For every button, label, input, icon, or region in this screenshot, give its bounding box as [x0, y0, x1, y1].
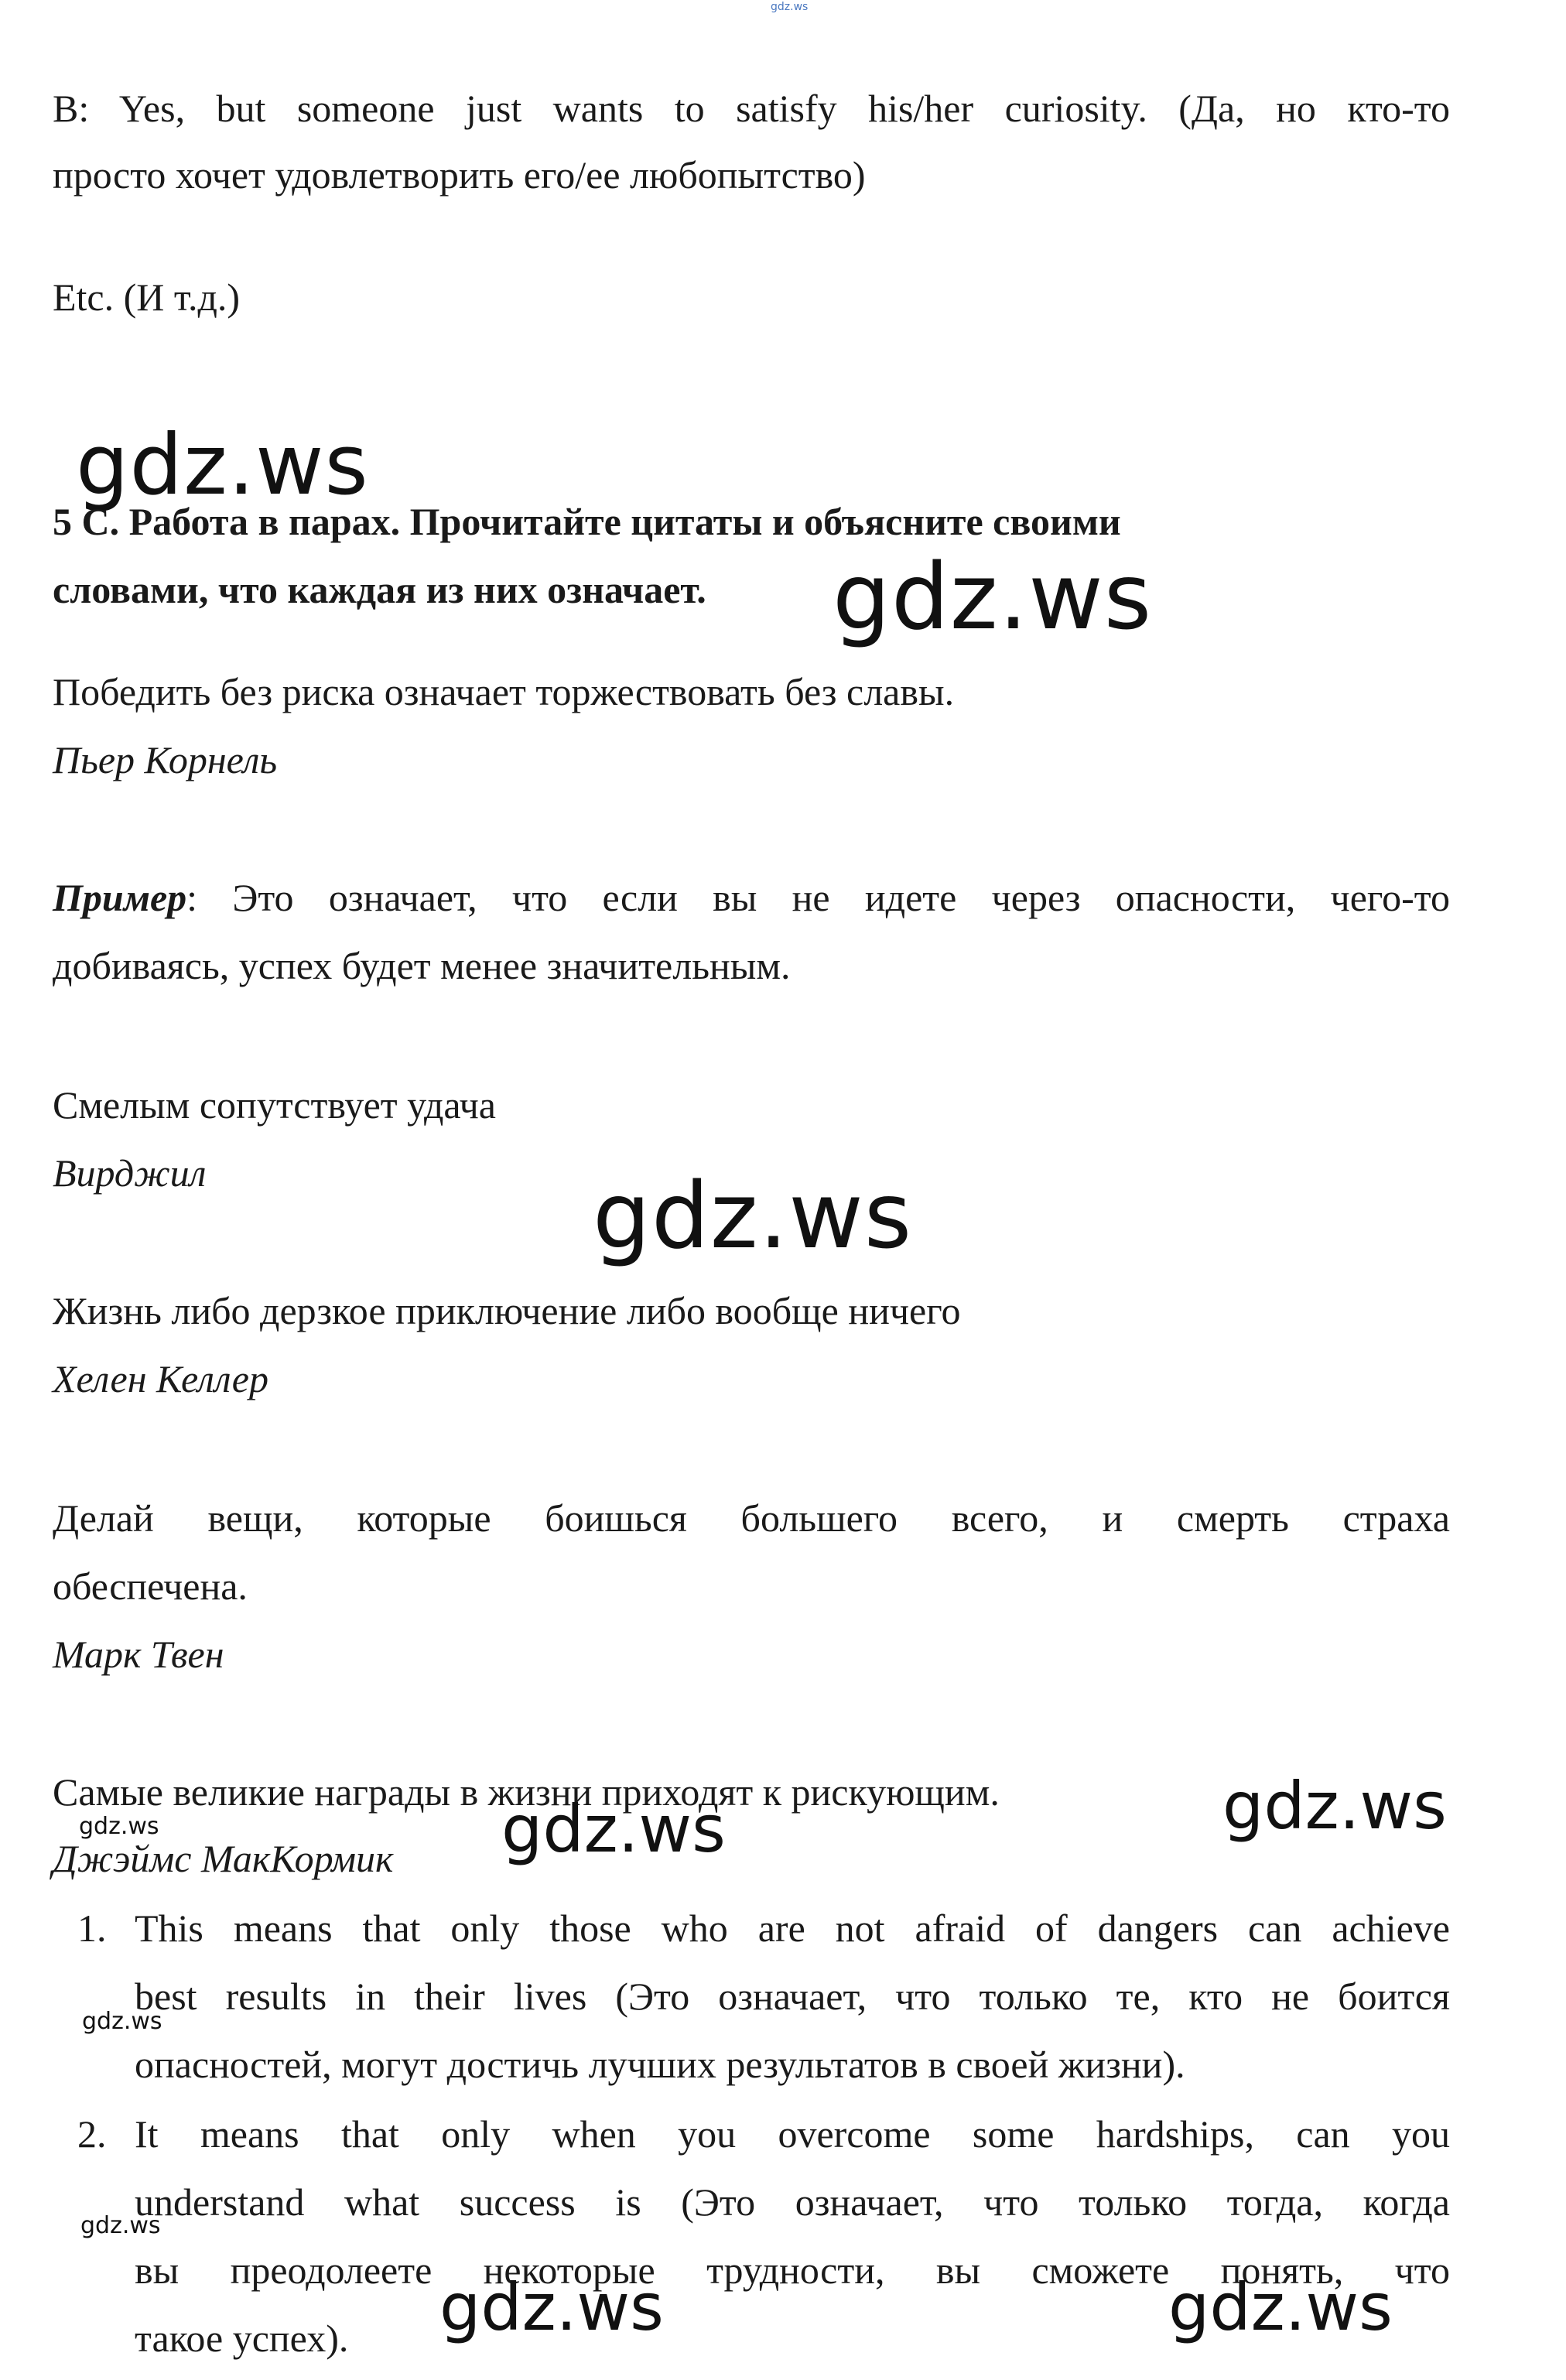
dialogue-b-line-2: просто хочет удовлетворить его/ее любопытство): [53, 153, 866, 197]
watermark-3: gdz.ws: [593, 1162, 913, 1269]
answer-1-line-2: best results in their lives (Это означает, что только те, кто не боится: [135, 1975, 1450, 2018]
answer-1-line-1: This means that only those who are not afraid of dangers can achieve: [135, 1906, 1450, 1950]
watermark-6: gdz.ws: [1222, 1768, 1447, 1844]
quote-4-text-line-1: Делай вещи, которые боишься большего всего, и смерть страха: [53, 1496, 1450, 1540]
task-heading-line-2: словами, что каждая из них означает.: [53, 568, 706, 611]
example-text-1: : Это означает, что если вы не идете через опасности, чего-то: [186, 876, 1450, 919]
answer-2-line-2: understand what success is (Это означает, что только тогда, когда: [135, 2180, 1450, 2224]
example-line-2: добиваясь, успех будет менее значительным.: [53, 944, 791, 987]
dialogue-etc: Etc. (И т.д.): [53, 275, 241, 319]
answer-1-number: 1.: [77, 1906, 107, 1950]
answer-2-line-3: вы преодолеете некоторые трудности, вы сможете понять, что: [135, 2248, 1450, 2292]
watermark-7: gdz.ws: [82, 2008, 162, 2035]
quote-5-text: Самые великие награды в жизни приходят к рискующим.: [53, 1770, 1000, 1814]
quote-5-author: Джэймс МакКормик: [53, 1837, 394, 1880]
quote-2-author: Вирджил: [53, 1151, 207, 1195]
watermark-2: gdz.ws: [833, 543, 1153, 650]
quote-1-author: Пьер Корнель: [53, 738, 278, 781]
task-heading-line-1: 5 C. Работа в парах. Прочитайте цитаты и объясните своими: [53, 500, 1121, 543]
watermark-10: gdz.ws: [1168, 2269, 1393, 2345]
answer-2-line-1: It means that only when you overcome some hardships, can you: [135, 2112, 1450, 2156]
watermark-4: gdz.ws: [79, 1813, 159, 1840]
answer-1-line-3: опасностей, могут достичь лучших результатов в своей жизни).: [135, 2043, 1185, 2086]
quote-4-author: Марк Твен: [53, 1633, 224, 1676]
answer-2-number: 2.: [77, 2112, 107, 2156]
quote-3-author: Хелен Келлер: [53, 1357, 268, 1400]
watermark-5: gdz.ws: [501, 1791, 726, 1867]
quote-4-text-line-2: обеспечена.: [53, 1564, 248, 1608]
watermark-top: gdz.ws: [771, 1, 809, 13]
watermark-1: gdz.ws: [76, 417, 369, 514]
dialogue-b-line-1: B: Yes, but someone just wants to satisfy his/her curiosity. (Да, но кто-то: [53, 87, 1450, 130]
quote-1-text: Победить без риска означает торжествовать без славы.: [53, 670, 955, 713]
watermark-8: gdz.ws: [80, 2212, 161, 2239]
watermark-9: gdz.ws: [439, 2269, 664, 2345]
answer-2-line-4: такое успех).: [135, 2317, 349, 2360]
example-line-1: [53, 874, 1450, 921]
quote-3-text: Жизнь либо дерзкое приключение либо вообще ничего: [53, 1289, 961, 1332]
example-label: Пример: [53, 876, 187, 919]
quote-2-text: Смелым сопутствует удача: [53, 1083, 496, 1127]
